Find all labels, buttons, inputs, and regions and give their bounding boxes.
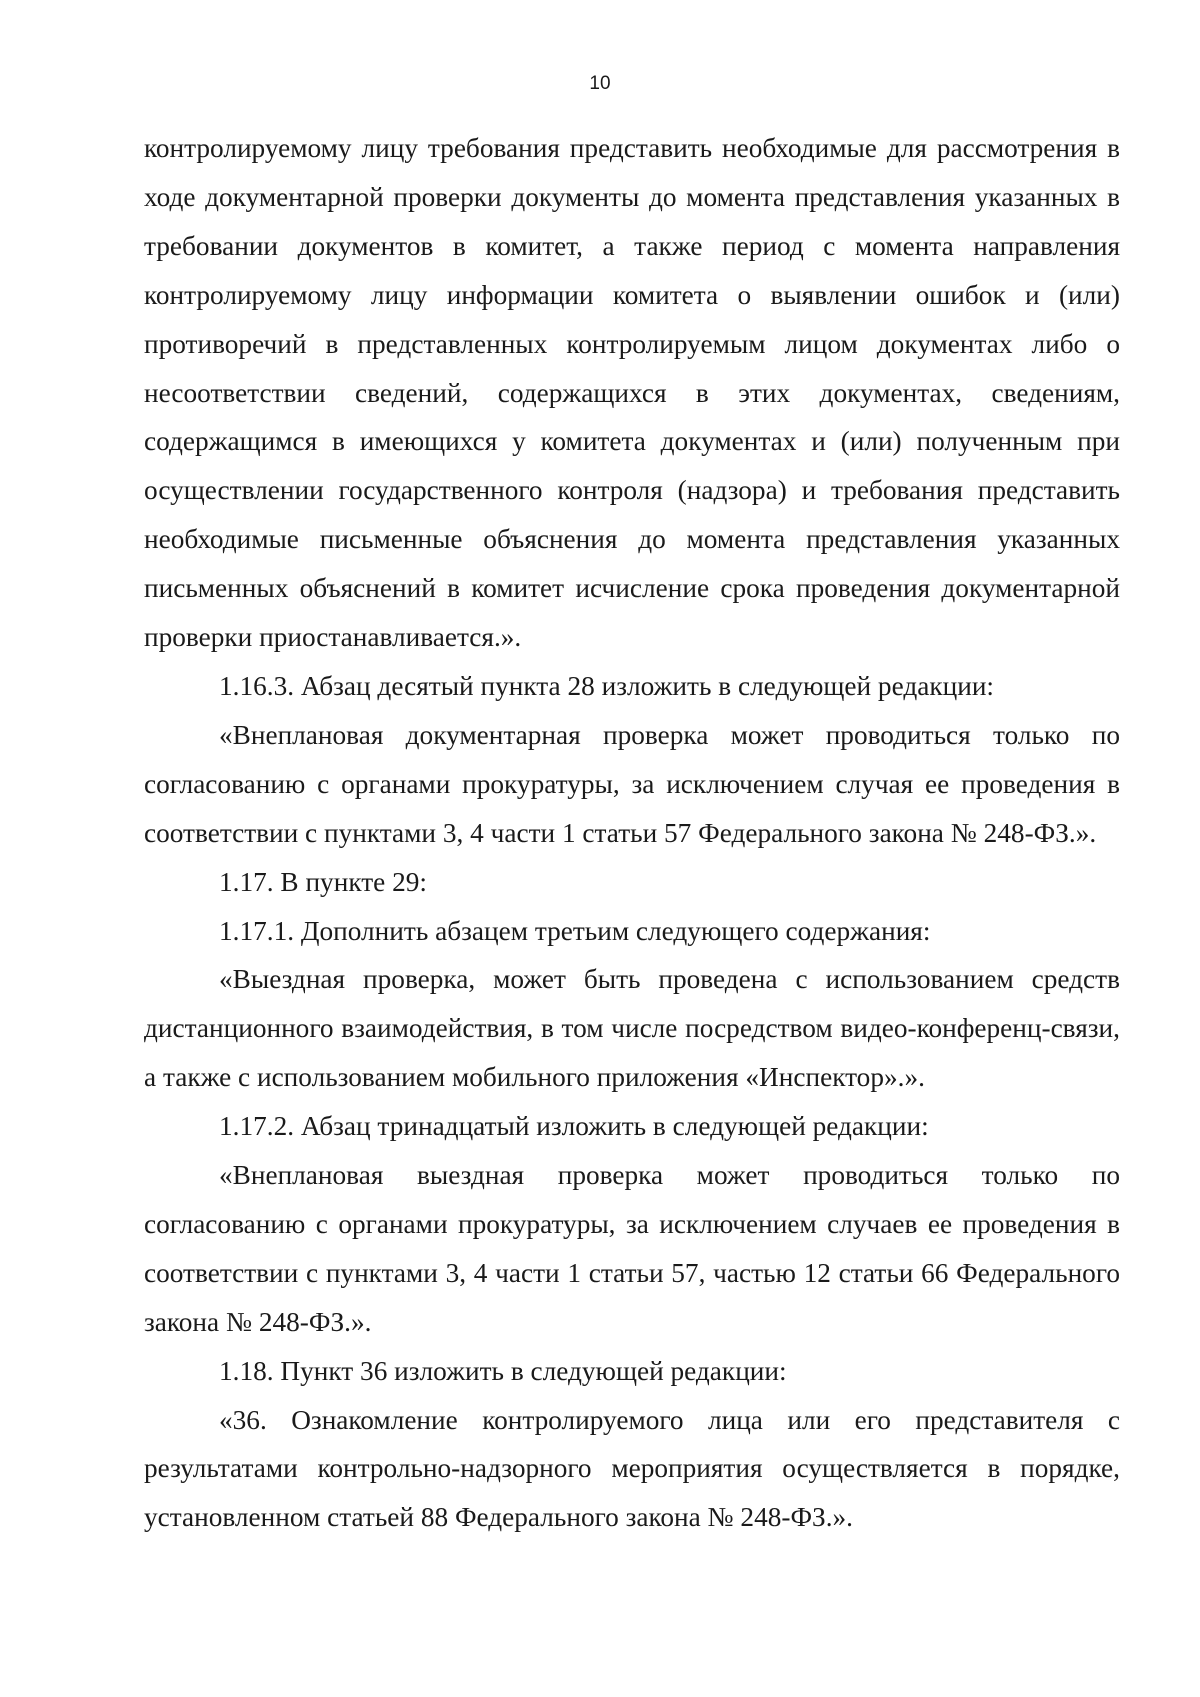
paragraph-unscheduled-documentary-check: «Внеплановая документарная проверка может проводиться только по согласованию с органами прокуратуры, за исключением случая ее проведения в соответствии с пунктами 3, 4 части 1 статьи 57 Федерального закона № 248-ФЗ.». [144,719,1120,848]
paragraph-continued-requirements: контролируемому лицу требования представить необходимые для рассмотрения в ходе документарной проверки документы до момента представления указанных в требовании документов в комитет, а также период с момента направления контролируемому лицу информации комитета о выявлении ошибок и (или) противоречий в представленных контролируемым лицом документах либо о несоответствии сведений, содержащихся в этих документах, сведениям, содержащимся в имеющихся у комитета документах и (или) полученным при осуществлении государственного контроля (надзора) и требования представить необходимые письменные объяснения до момента представления указанных письменных объяснений в комитет исчисление срока проведения документарной проверки приостанавливается.». [144,133,1120,653]
paragraph-field-check-remote: «Выездная проверка, может быть проведена с использованием средств дистанционного взаимодействия, в том числе посредством видео-конференц-связи, а также с использованием мобильного приложения «Инспектор».». [144,964,1120,1093]
page-number: 10 [589,73,611,94]
paragraph-1-17-heading: 1.17. В пункте 29: [219,866,427,897]
paragraph-item-36-familiarization: «36. Ознакомление контролируемого лица или его представителя с результатами контрольно-надзорного мероприятия осуществляется в порядке, установленном статьей 88 Федерального закона № 248-ФЗ.». [144,1404,1120,1533]
paragraph-1-17-2-heading: 1.17.2. Абзац тринадцатый изложить в следующей редакции: [219,1111,929,1142]
document-body [144,124,1120,1542]
paragraph-1-18-heading: 1.18. Пункт 36 изложить в следующей редакции: [219,1355,787,1386]
paragraph-unscheduled-field-check: «Внеплановая выездная проверка может проводиться только по согласованию с органами прокуратуры, за исключением случаев ее проведения в соответствии с пунктами 3, 4 части 1 статьи 57, частью 12 статьи 66 Федерального закона № 248-ФЗ.». [144,1160,1120,1337]
paragraph-1-16-3-heading: 1.16.3. Абзац десятый пункта 28 изложить в следующей редакции: [219,670,995,701]
paragraph-1-17-1-heading: 1.17.1. Дополнить абзацем третьим следующего содержания: [219,915,931,946]
